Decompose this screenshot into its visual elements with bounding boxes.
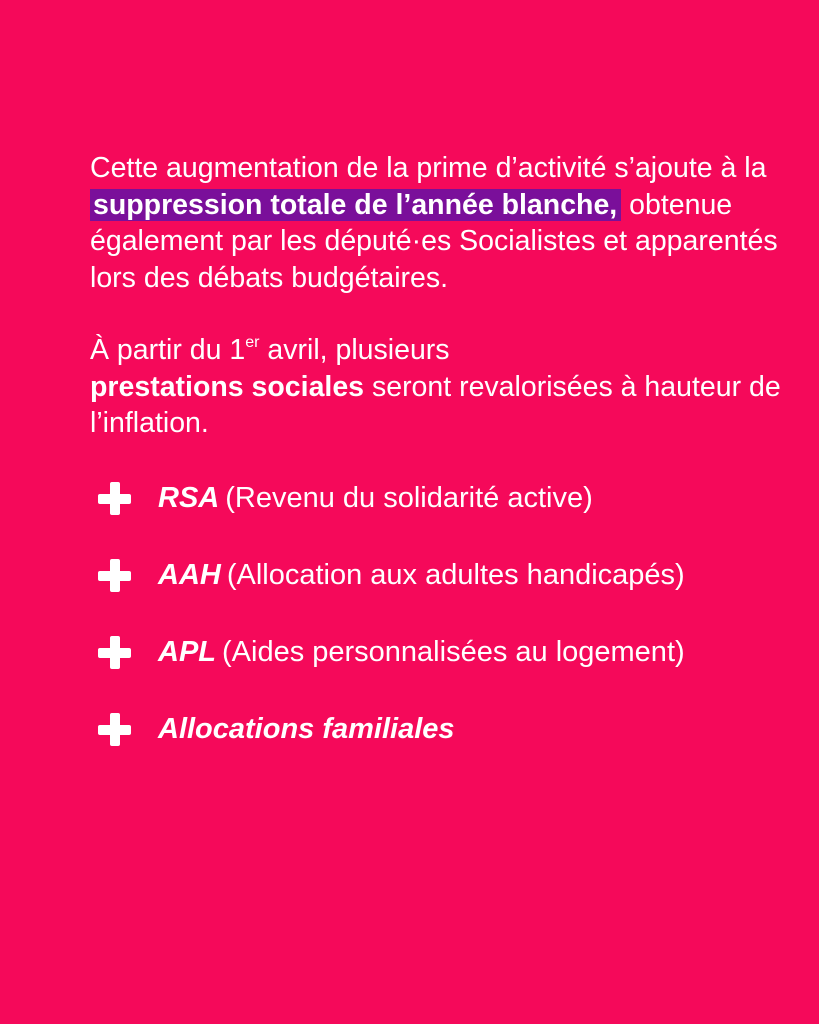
paragraph2-text: À partir du 1 (90, 334, 246, 366)
benefit-acronym: APL (158, 636, 216, 668)
plus-icon (98, 636, 131, 669)
benefit-acronym: RSA (158, 482, 220, 514)
paragraph1-text-end: obtenue également par les député·es Socialistes et apparentés lors des débats budgétaires. (90, 188, 778, 294)
benefit-description: (Allocation aux adultes handicapés) (226, 559, 685, 591)
list-item-rsa (90, 480, 790, 518)
ordinal-superscript: er (245, 334, 260, 351)
paragraph-prestations (90, 332, 790, 442)
benefit-acronym: AAH (158, 559, 221, 591)
bold-prestations-sociales: prestations sociales (90, 370, 365, 403)
content (90, 150, 790, 788)
plus-icon (98, 713, 131, 746)
plus-icon (98, 482, 131, 515)
benefit-description: (Revenu du solidarité active) (225, 482, 593, 514)
benefit-acronym: Allocations familiales (158, 713, 455, 745)
list-item-allocations-familiales (90, 711, 790, 749)
highlight-annee-blanche: suppression totale de l’année blanche, (90, 189, 621, 221)
paragraph2-text-mid: avril, plusieurs (259, 334, 450, 366)
benefits-list (90, 480, 790, 749)
benefit-description: (Aides personnalisées au logement) (222, 636, 685, 668)
plus-icon (98, 559, 131, 592)
list-item-apl (90, 634, 790, 672)
paragraph-prime-activite (90, 150, 790, 296)
list-item-aah (90, 557, 790, 595)
paragraph1-text: Cette augmentation de la prime d’activité s’ajoute à la (90, 152, 767, 184)
paragraph2-text-end: seront revalorisées à hauteur de l’inflation. (90, 370, 781, 439)
